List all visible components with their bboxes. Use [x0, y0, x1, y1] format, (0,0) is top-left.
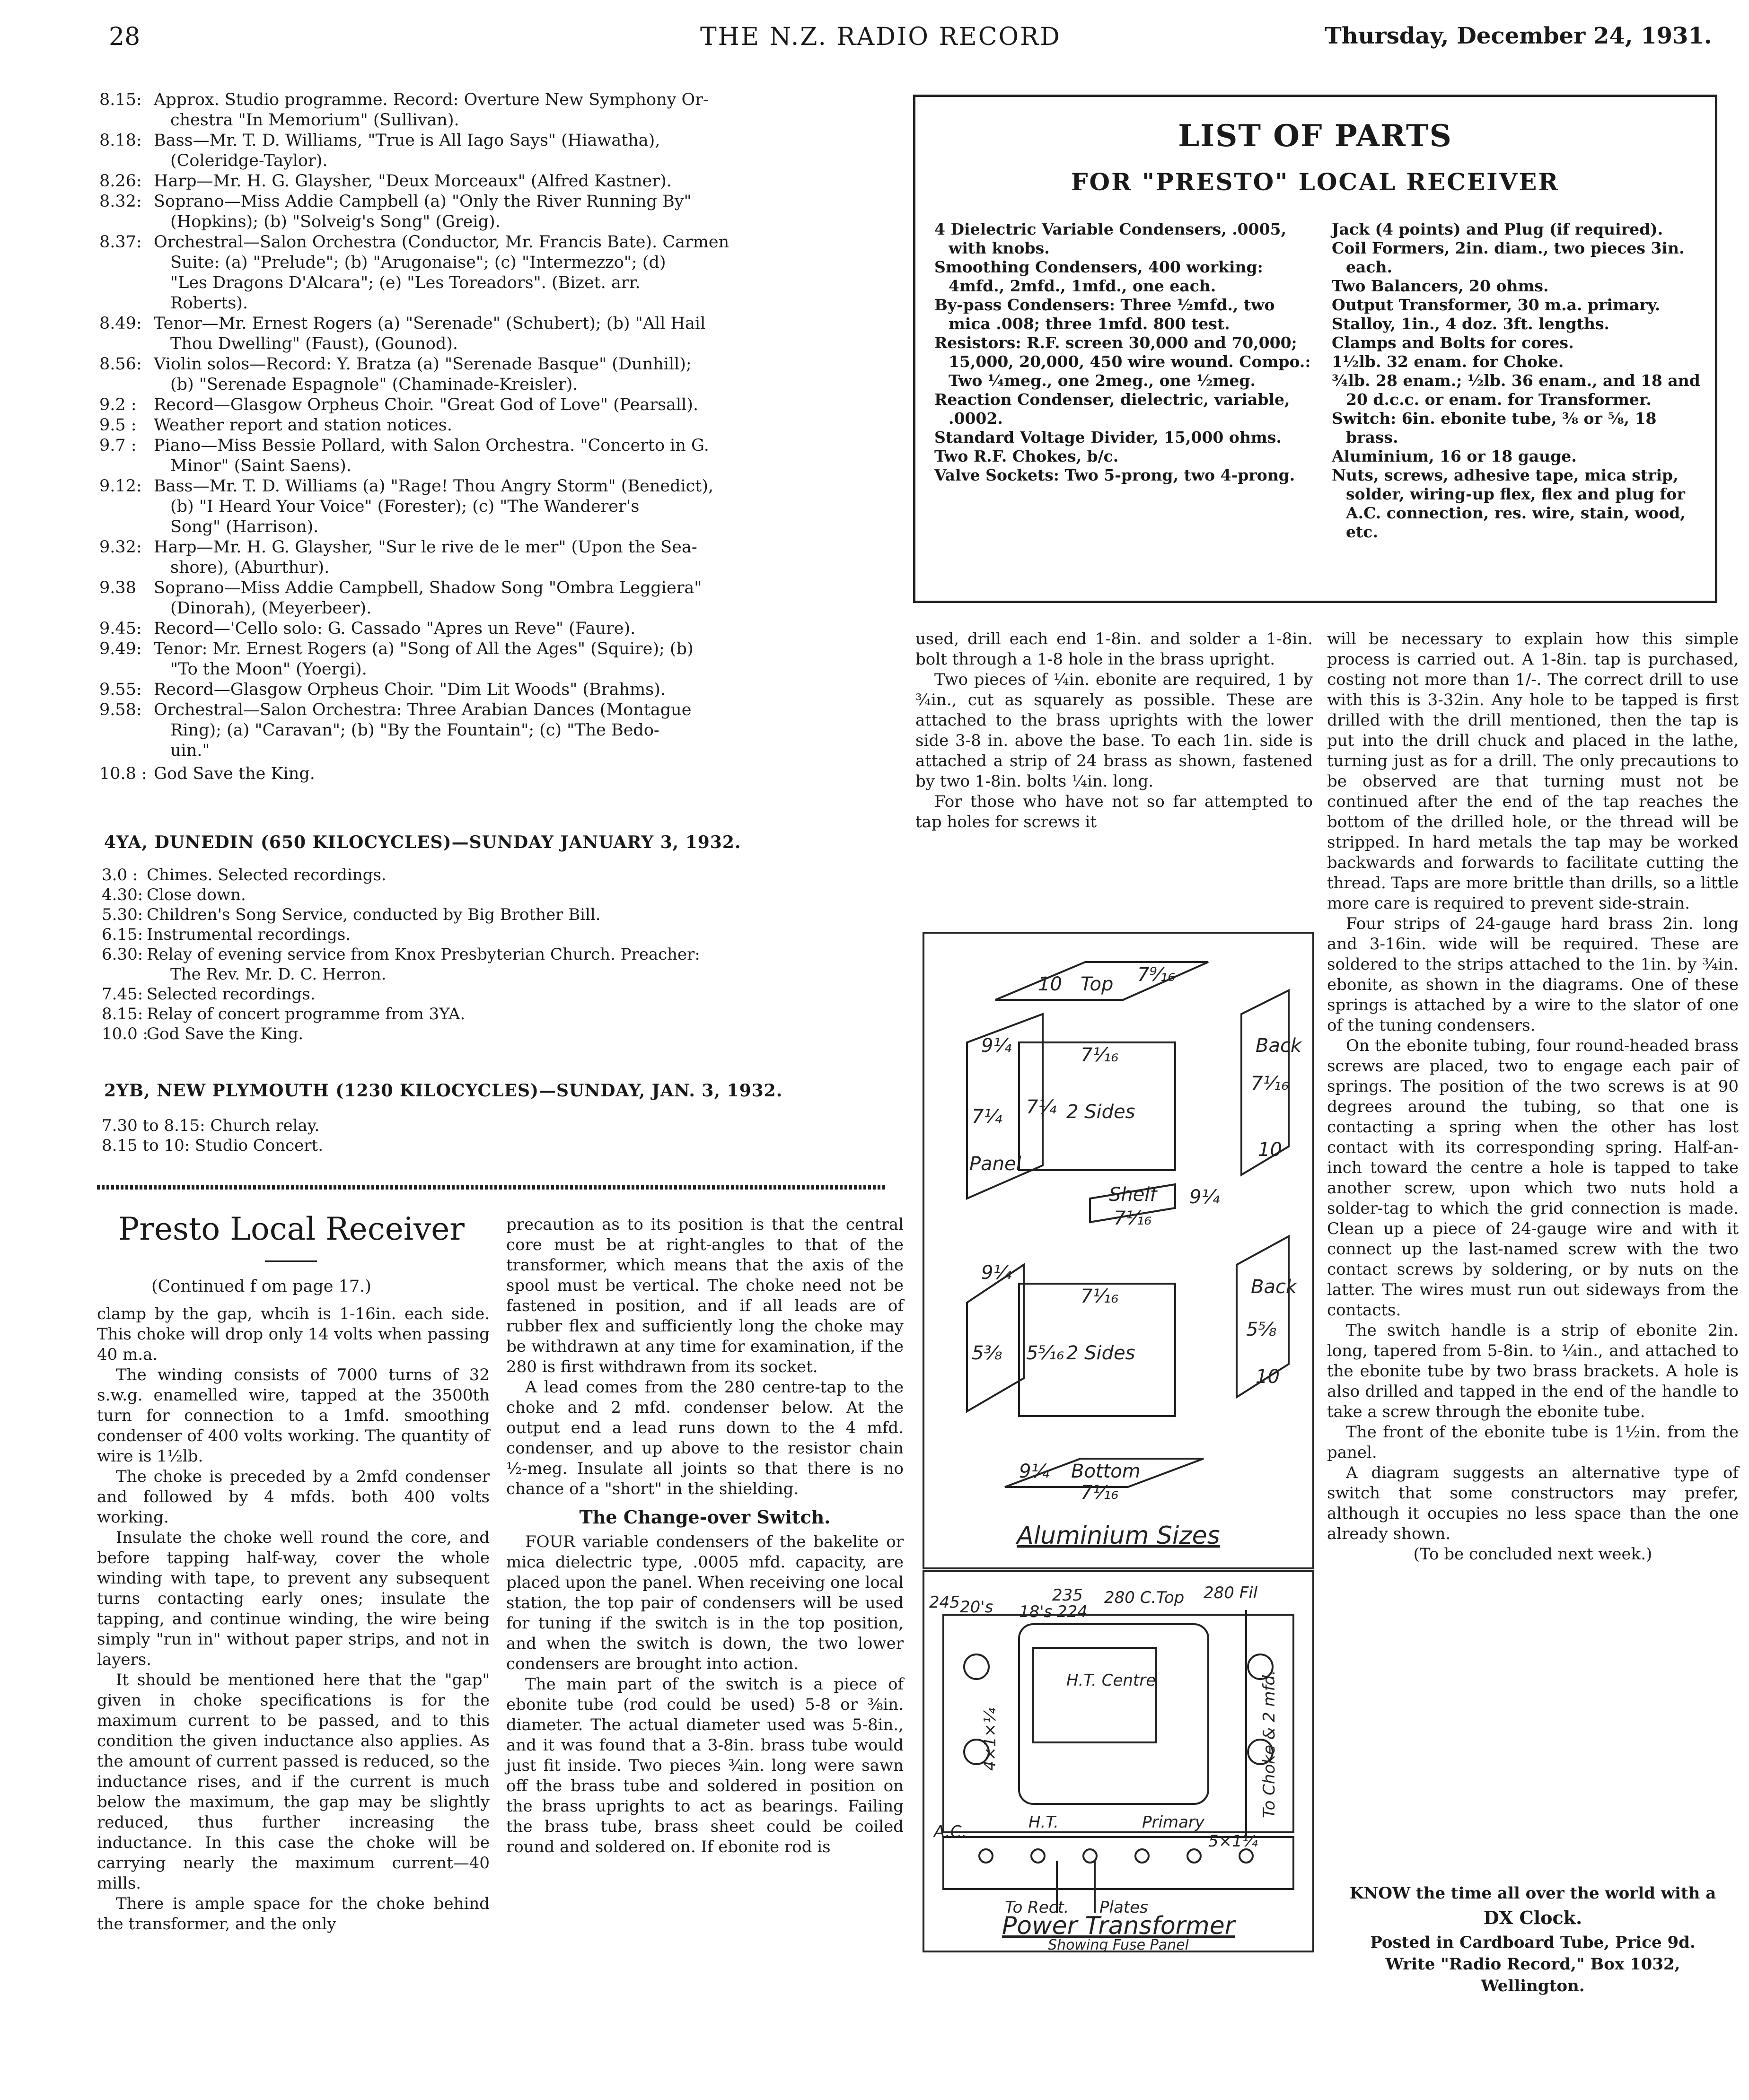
dunedin-entry: Children's Song Service, conducted by Big Brother Bill. — [147, 905, 601, 924]
newplymouth-entry: 7.30 to 8.15: Church relay. — [102, 1116, 320, 1135]
lbl-back: Back — [1256, 1035, 1302, 1057]
parts-title: LIST OF PARTS — [1178, 118, 1452, 154]
lbl-top-w: 7⁹⁄₁₆ — [1137, 964, 1176, 986]
lbl-bottom-w: 7¹⁄₁₆ — [1081, 1482, 1119, 1504]
dunedin-time: 6.30: — [102, 945, 143, 964]
lbl-sides1: 2 Sides — [1066, 1101, 1135, 1123]
dunedin-entry: Close down. — [147, 885, 246, 904]
lbl-back-w: 7¹⁄₁₆ — [1251, 1073, 1289, 1094]
program-entry: Harp—Mr. H. G. Glaysher, "Sur le rive de le mer" (Upon the Sea- — [154, 538, 697, 557]
program-entry-cont: uin." — [170, 741, 210, 760]
parts-item: ¾lb. 28 enam.; ½lb. 36 enam., and 18 and 20 d.c.c. or enam. for Transformer. — [1332, 371, 1700, 409]
article-paragraph: The choke is preceded by a 2mfd condenser and followed by 4 mfds. both 400 volts working. — [97, 1467, 490, 1527]
dunedin-time: 10.0 : — [102, 1024, 148, 1043]
program-time: 8.26: — [99, 172, 142, 191]
program-entry-cont: Minor" (Saint Saens). — [170, 456, 352, 475]
dx-clock-ad — [1339, 1882, 1727, 1997]
dunedin-entry: Chimes. Selected recordings. — [147, 866, 387, 884]
dunedin-entry: God Save the King. — [147, 1024, 304, 1043]
lbl-20s: 20's — [960, 1598, 993, 1617]
article-paragraph: Two pieces of ¼in. ebonite are required, 1 by ¾in., cut as squarely as possible. These are attached to the brass uprights with the lower side 3-8 in. above the base. To each 1in. side is attached a strip of 24 brass as shown, fastened by two 1-8in. bolts ¼in. long. — [915, 670, 1313, 791]
parts-item: Smoothing Condensers, 400 working: 4mfd., 2mfd., 1mfd., one each. — [934, 258, 1263, 295]
program-entry: Bass—Mr. T. D. Williams, "True is All Iago Says" (Hiawatha), — [154, 131, 660, 150]
program-entry: Soprano—Miss Addie Campbell (a) "Only the River Running By" — [154, 192, 692, 211]
article-paragraph: Four strips of 24-gauge hard brass 2in. long and 3-16in. wide will be required. These are soldered to the strips attached to the 1in. by ¾in. ebonite, as shown in the diagrams. One of these springs is attached by a wire to the slator of one of the tuning condensers. — [1327, 914, 1739, 1035]
lbl-18s: 18's — [1019, 1602, 1053, 1621]
article-paragraph: The main part of the switch is a piece of ebonite tube (rod could be used) 5-8 or ⅜in. diameter. The actual diameter used was 5-8in., and it was found that a 3-8in. brass tube would just fit inside. Two pieces ¾in. long were sawn off the brass tube and soldered in position on the brass uprights to act as bearings. Failing the brass tube, brass sheet could be coiled round and soldered on. If ebonite rod is — [506, 1675, 904, 1856]
program-time: 9.38 — [99, 578, 136, 597]
lbl-h2: 5⁵⁄₁₆ — [1026, 1342, 1064, 1364]
program-entry: God Save the King. — [154, 764, 315, 783]
article-paragraph: (To be concluded next week.) — [1413, 1545, 1652, 1564]
program-time: 9.2 : — [99, 395, 137, 414]
program-entry-cont: "Les Dragons D'Alcara"; (e) "Les Toreadors". (Bizet. arr. — [170, 273, 641, 292]
program-time: 8.56: — [99, 355, 142, 374]
ad-line4: Write "Radio Record," Box 1032, Wellington. — [1385, 1955, 1680, 1995]
transformer-drawing — [924, 1572, 1312, 1951]
masthead-title: THE N.Z. RADIO RECORD — [700, 23, 1061, 51]
lbl-ac: A.C. — [934, 1822, 967, 1841]
article-paragraph: A diagram suggests an alternative type of switch that some constructors may prefer, although it occupies no less space than the one already shown. — [1327, 1463, 1739, 1543]
parts-item: Stalloy, 1in., 4 doz. 3ft. lengths. — [1332, 315, 1610, 333]
dunedin-time: 4.30: — [102, 885, 143, 904]
dunedin-entry: Selected recordings. — [147, 985, 316, 1004]
program-entry-cont: (Hopkins); (b) "Solveig's Song" (Greig). — [170, 212, 501, 231]
program-time: 8.37: — [99, 233, 142, 252]
program-entry: Bass—Mr. T. D. Williams (a) "Rage! Thou Angry Storm" (Benedict), — [154, 477, 714, 496]
program-entry: Harp—Mr. H. G. Glaysher, "Deux Morceaux" (Alfred Kastner). — [154, 172, 672, 191]
parts-item: 1½lb. 32 enam. for Choke. — [1332, 352, 1564, 371]
article-paragraph: The winding consists of 7000 turns of 32 s.w.g. enamelled wire, tapped at the 3500th turn for connection to a 1mfd. smoothing condenser of 400 volts working. The quantity of wire is 1½lb. — [97, 1365, 490, 1466]
program-time: 9.12: — [99, 477, 142, 496]
article-paragraph: precaution as to its position is that the central core must be at right-angles to that of the transformer, which means that the axis of the spool must be vertical. The choke need not be fastened in position, and if all leads are of rubber flex and sufficiently long the choke may be withdrawn at any time for examination, if the 280 is first withdrawn from its socket. — [506, 1215, 904, 1376]
program-entry-cont: shore), (Aburthur). — [170, 558, 330, 577]
lbl-top: Top — [1081, 973, 1114, 995]
article-paragraph: On the ebonite tubing, four round-headed brass screws are placed, two to engage each pair of springs. The position of the two screws is at 90 degrees around the tubing, so that one is contacting a spring when the other has lost contact with its corresponding spring. Half-an-inch toward the centre a hole is tapped to take another screw, upon which two nuts hold a solder-tag to which the grid connection is made. Clean up a piece of 24-gauge wire and with it connect up the last-named screw with the two contact screws by soldering, or by nuts on the latter. The wires must run out sideways from the contacts. — [1327, 1036, 1739, 1320]
parts-item: Coil Formers, 2in. diam., two pieces 3in. each. — [1332, 239, 1685, 276]
article-column-4 — [1327, 629, 1739, 1565]
program-entry-cont: (Dinorah), (Meyerbeer). — [170, 599, 372, 618]
lbl-primary: Primary — [1142, 1813, 1204, 1832]
ad-line3: Posted in Cardboard Tube, Price 9d. — [1370, 1933, 1696, 1952]
program-entry: Violin solos—Record: Y. Bratza (a) "Serenade Basque" (Dunhill); — [154, 355, 692, 374]
dunedin-time: 8.15: — [102, 1005, 143, 1024]
ad-product: DX Clock. — [1483, 1907, 1582, 1928]
parts-subtitle: FOR "PRESTO" LOCAL RECEIVER — [1071, 168, 1559, 196]
lbl-224: 224 — [1057, 1602, 1088, 1621]
program-time: 8.32: — [99, 192, 142, 211]
dunedin-entry: Relay of concert programme from 3YA. — [147, 1005, 466, 1024]
lbl-shelf-d: 9¼ — [1189, 1186, 1220, 1208]
lbl-w1: 7¹⁄₁₆ — [1081, 1044, 1119, 1066]
lbl-rect: To Rect. — [1005, 1898, 1069, 1917]
dunedin-entry: Instrumental recordings. — [147, 925, 351, 944]
program-entry: Piano—Miss Bessie Pollard, with Salon Orchestra. "Concerto in G. — [154, 436, 709, 455]
lbl-choke: To Choke & 2 mfd. — [1260, 1670, 1279, 1818]
aluminium-caption: Aluminium Sizes — [1017, 1522, 1220, 1550]
dunedin-entry: Relay of evening service from Knox Presbyterian Church. Preacher: — [147, 945, 700, 964]
program-entry: Tenor—Mr. Ernest Rogers (a) "Serenade" (Schubert); (b) "All Hail — [154, 314, 706, 333]
program-entry-cont: "To the Moon" (Yoergi). — [170, 660, 367, 679]
program-time: 9.5 : — [99, 416, 137, 435]
newplymouth-heading: 2YB, NEW PLYMOUTH (1230 KILOCYCLES)—SUNDAY, JAN. 3, 1932. — [104, 1081, 783, 1101]
dunedin-time: 5.30: — [102, 905, 143, 924]
lbl-back2-w: 5⅝ — [1246, 1319, 1277, 1340]
lbl-shelf: Shelf — [1109, 1184, 1157, 1206]
article-paragraph: A lead comes from the 280 centre-tap to the choke and 2 mfd. condenser below. At the output end a lead runs down to the 4 mfd. condenser, and up above to the resistor chain ½-meg. Insulate all joints so that there is no chance of a "short" in the shielding. — [506, 1378, 904, 1498]
program-entry: Approx. Studio programme. Record: Overture New Symphony Or- — [154, 90, 709, 109]
parts-item: Jack (4 points) and Plug (if required). — [1332, 220, 1663, 238]
parts-item: Nuts, screws, adhesive tape, mica strip, solder, wiring-up flex, flex and plug for A.C. connection, res. wire, stain, wood, etc. — [1332, 466, 1686, 541]
program-time: 9.55: — [99, 680, 142, 699]
program-time: 10.8 : — [99, 764, 147, 783]
parts-item: Output Transformer, 30 m.a. primary. — [1332, 296, 1661, 314]
article-paragraph: will be necessary to explain how this simple process is carried out. A 1-8in. tap is purchased, costing not more than 1/-. The correct drill to use with this is 3-32in. Any hole to be tapped is first drilled with the drill mentioned, then the tap is put into the drill chuck and placed in the lathe, turning just as for a drill. The only precautions to be observed are that turning must not be continued after the end of the tap reaches the bottom of the drilled hole, or the thread will be stripped. In hard metals the tap may be worked backwards and forwards to facilitate cutting the thread. Taps are more brittle than drills, so a little more care is required to prevent side-strain. — [1327, 630, 1739, 913]
program-entry-cont: Roberts). — [170, 294, 248, 313]
article-paragraph: FOUR variable condensers of the bakelite or mica dielectric type, .0005 mfd. capacity, are placed upon the panel. When receiving one local station, the top pair of condensers will be used for tuning if the switch is in the top position, and when the switch is down, the two lower condensers are brought into action. — [506, 1532, 904, 1673]
program-entry-cont: (b) "Serenade Espagnole" (Chaminade-Kreisler). — [170, 375, 578, 394]
parts-item: Resistors: R.F. screen 30,000 and 70,000; 15,000, 20,000, 450 wire wound. Compo.: Two ¼meg., one 2meg., one ½meg. — [934, 333, 1311, 390]
lbl-w2: 7¹⁄₁₆ — [1081, 1286, 1119, 1307]
lbl-bottom-d: 9¼ — [1019, 1461, 1050, 1482]
list-of-parts-box — [913, 95, 1717, 603]
program-entry: Orchestral—Salon Orchestra: Three Arabian Dances (Montague — [154, 700, 692, 719]
lbl-lp-w: 9¼ — [981, 1262, 1012, 1284]
lbl-panel: Panel — [969, 1153, 1021, 1175]
article-paragraph: There is ample space for the choke behind the transformer, and the only — [97, 1894, 490, 1934]
ad-line1: KNOW the time all over the world with a — [1349, 1884, 1716, 1903]
article-paragraph: Insulate the choke well round the core, and before tapping half-way, cover the whole winding with tape, to prevent any subsequent turns contacting early ones; insulate the tapping, and continue winding, the wire being simply "run in" without paper strips, and not in layers. — [97, 1528, 490, 1669]
dunedin-time: 6.15: — [102, 925, 143, 944]
lbl-sides2: 2 Sides — [1066, 1342, 1135, 1364]
parts-item: 4 Dielectric Variable Condensers, .0005, with knobs. — [934, 220, 1286, 257]
parts-item: Standard Voltage Divider, 15,000 ohms. — [934, 428, 1282, 446]
program-time: 8.15: — [99, 90, 142, 109]
parts-right-column — [1332, 220, 1705, 542]
lbl-280ct: 280 C.Top — [1104, 1588, 1185, 1607]
program-time: 9.32: — [99, 538, 142, 557]
lbl-plates: Plates — [1099, 1898, 1148, 1917]
article-paragraph: used, drill each end 1-8in. and solder a 1-8in. bolt through a 1-8 hole in the brass upright. — [915, 630, 1313, 669]
parts-item: Two R.F. Chokes, b/c. — [934, 447, 1119, 465]
lbl-back-d: 10 — [1258, 1139, 1282, 1161]
lbl-core: 4×1×¼ — [981, 1707, 1000, 1771]
page-number: 28 — [109, 23, 141, 51]
lbl-280fil: 280 Fil — [1204, 1584, 1258, 1602]
lbl-h1: 7¼ — [1026, 1096, 1057, 1118]
program-time: 9.7 : — [99, 436, 137, 455]
program-entry-cont: Suite: (a) "Prelude"; (b) "Arugonaise"; (c) "Intermezzo"; (d) — [170, 253, 666, 272]
article-column-2 — [506, 1215, 904, 1857]
lbl-245: 245 — [929, 1593, 960, 1612]
article-column-1 — [97, 1304, 490, 1934]
program-entry: Soprano—Miss Addie Campbell, Shadow Song "Ombra Leggiera" — [154, 578, 702, 597]
parts-item: Valve Sockets: Two 5-prong, two 4-prong. — [934, 466, 1295, 484]
program-entry-cont: Song" (Harrison). — [170, 517, 319, 536]
program-time: 8.18: — [99, 131, 142, 150]
title-rule — [265, 1260, 317, 1262]
lbl-panel-h: 7¼ — [972, 1106, 1002, 1128]
lbl-bottom: Bottom — [1071, 1461, 1141, 1482]
program-entry-cont: (b) "I Heard Your Voice" (Forester); (c) "The Wanderer's — [170, 497, 640, 516]
power-transformer-diagram — [923, 1570, 1314, 1952]
article-paragraph: It should be mentioned here that the "gap" given in choke specifications is for the maximum current to be passed, and to this condition the given inductance also applies. As the amount of current passed is reduced, so the inductance rises, and if the current is much below the maximum, the gap may be slightly reduced, thus further increasing the inductance. In this case the choke will be carrying nearly the maximum current—40 mills. — [97, 1671, 490, 1893]
program-entry: Record—Glasgow Orpheus Choir. "Great God of Love" (Pearsall). — [154, 395, 699, 414]
section-divider — [97, 1185, 887, 1190]
program-time: 9.45: — [99, 619, 142, 638]
switch-heading: The Change-over Switch. — [579, 1506, 831, 1528]
aluminium-sizes-diagram — [923, 932, 1314, 1569]
continued-note: (Continued f om page 17.) — [151, 1277, 371, 1296]
lbl-lp-h: 5⅜ — [972, 1342, 1002, 1364]
parts-item: Two Balancers, 20 ohms. — [1332, 277, 1549, 295]
lbl-shelf-w: 7¹⁄₁₆ — [1114, 1208, 1152, 1229]
lbl-ht-centre: H.T. Centre — [1066, 1671, 1156, 1690]
lbl-ht: H.T. — [1028, 1813, 1059, 1832]
program-time: 8.49: — [99, 314, 142, 333]
parts-left-column — [934, 220, 1313, 485]
lbl-back2-d: 10 — [1256, 1366, 1280, 1388]
lbl-fuse: 5×1¼ — [1208, 1832, 1258, 1851]
aluminium-drawing — [924, 934, 1312, 1567]
article-paragraph: The front of the ebonite tube is 1½in. from the panel. — [1327, 1423, 1739, 1462]
program-time: 9.49: — [99, 639, 142, 658]
transformer-subcaption: Showing Fuse Panel — [1048, 1937, 1189, 1951]
dunedin-heading: 4YA, DUNEDIN (650 KILOCYCLES)—SUNDAY JANUARY 3, 1932. — [104, 832, 741, 852]
program-entry: Record—Glasgow Orpheus Choir. "Dim Lit Woods" (Brahms). — [154, 680, 666, 699]
parts-item: Switch: 6in. ebonite tube, ⅜ or ⅝, 18 brass. — [1332, 409, 1657, 446]
program-entry: Weather report and station notices. — [154, 416, 452, 435]
program-entry: Tenor: Mr. Ernest Rogers (a) "Song of All the Ages" (Squire); (b) — [154, 639, 694, 658]
article-column-3 — [915, 629, 1313, 832]
dunedin-entry: The Rev. Mr. D. C. Herron. — [170, 965, 387, 984]
program-entry-cont: Thou Dwelling" (Faust), (Gounod). — [170, 334, 458, 353]
transformer-caption: Power Transformer — [1002, 1912, 1235, 1940]
lbl-back2: Back — [1251, 1276, 1297, 1298]
lbl-top-d: 10 — [1038, 973, 1062, 995]
parts-item: Reaction Condenser, dielectric, variable, .0002. — [934, 390, 1290, 428]
article-title: Presto Local Receiver — [118, 1211, 465, 1247]
parts-item: Aluminium, 16 or 18 gauge. — [1332, 447, 1577, 465]
program-entry-cont: Ring); (a) "Caravan"; (b) "By the Fountain"; (c) "The Bedo- — [170, 721, 659, 740]
program-entry: Orchestral—Salon Orchestra (Conductor, Mr. Francis Bate). Carmen — [154, 233, 729, 252]
program-entry: Record—'Cello solo: G. Cassado "Apres un Reve" (Faure). — [154, 619, 636, 638]
lbl-235: 235 — [1052, 1586, 1083, 1605]
dunedin-time: 7.45: — [102, 985, 143, 1004]
program-entry-cont: (Coleridge-Taylor). — [170, 151, 328, 170]
issue-date: Thursday, December 24, 1931. — [1325, 23, 1712, 49]
lbl-panel-w: 9¼ — [981, 1035, 1012, 1057]
dunedin-time: 3.0 : — [102, 866, 138, 884]
article-paragraph: clamp by the gap, whcih is 1-16in. each side. This choke will drop only 14 volts when passing 40 m.a. — [97, 1304, 490, 1364]
article-paragraph: The switch handle is a strip of ebonite 2in. long, tapered from 5-8in. to ¼in., and attached to the ebonite tube by two brass brackets. A hole is also drilled and tapped in the end of the handle to take a screw through the ebonite tube. — [1327, 1321, 1739, 1421]
program-time: 9.58: — [99, 700, 142, 719]
parts-item: By-pass Condensers: Three ½mfd., two mica .008; three 1mfd. 800 test. — [934, 296, 1275, 333]
program-entry-cont: chestra "In Memorium" (Sullivan). — [170, 111, 459, 130]
newplymouth-entry: 8.15 to 10: Studio Concert. — [102, 1136, 324, 1155]
parts-item: Clamps and Bolts for cores. — [1332, 333, 1574, 352]
article-paragraph: For those who have not so far attempted to tap holes for screws it — [915, 792, 1313, 831]
